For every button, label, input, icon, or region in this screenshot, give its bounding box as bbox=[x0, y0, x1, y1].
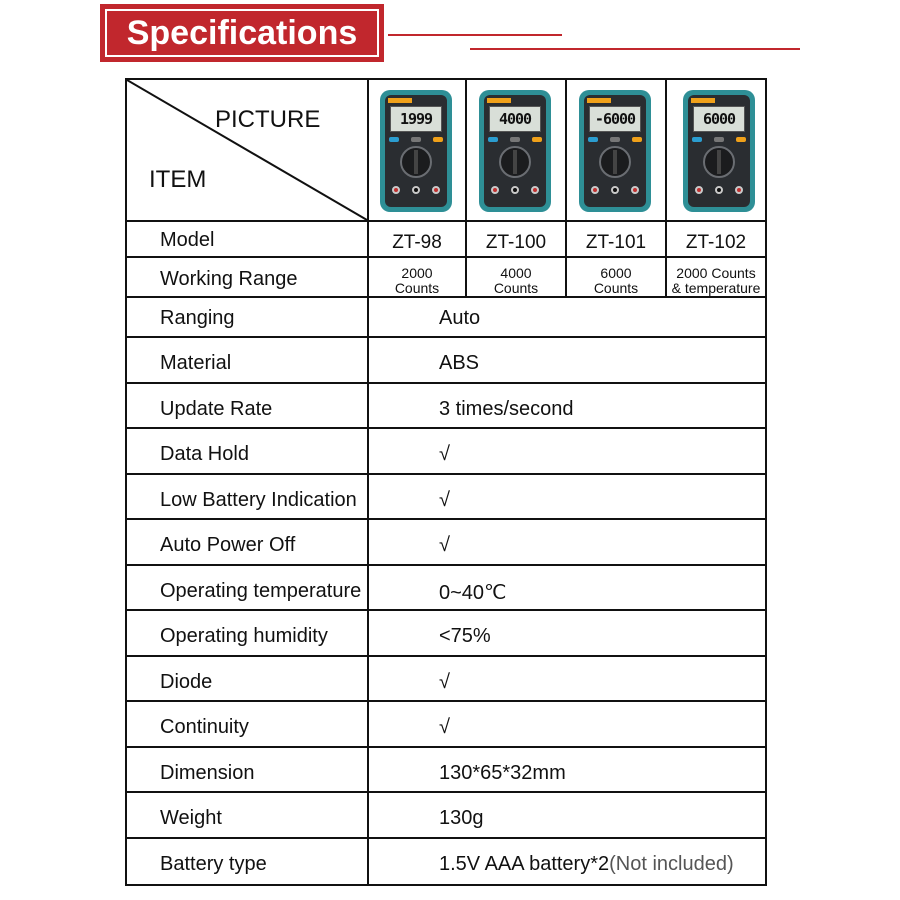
working-range-value: 4000 Counts bbox=[493, 265, 539, 296]
multimeter-image bbox=[479, 90, 551, 212]
working-range-value: 2000 Counts bbox=[394, 265, 440, 296]
row-value-low-battery: √ bbox=[439, 489, 450, 511]
row-label-operating-temperature: Operating temperature bbox=[160, 580, 362, 602]
row-value-dimension: 130*65*32mm bbox=[439, 762, 566, 784]
row-value-material: ABS bbox=[439, 352, 480, 374]
row-divider bbox=[127, 791, 765, 793]
decorative-line bbox=[388, 34, 562, 36]
row-label-data-hold: Data Hold bbox=[160, 443, 249, 465]
row-divider bbox=[127, 609, 765, 611]
multimeter-image bbox=[380, 90, 452, 212]
title-banner bbox=[100, 4, 384, 62]
row-label-material: Material bbox=[160, 352, 232, 374]
multimeter-image bbox=[579, 90, 651, 212]
lcd-display: 1999 bbox=[390, 106, 442, 132]
lcd-display: -6000 bbox=[589, 106, 641, 132]
corner-item-label: ITEM bbox=[149, 166, 207, 193]
page-title: Specifications bbox=[105, 9, 379, 57]
lcd-display: 4000 bbox=[489, 106, 541, 132]
row-label-auto-power-off: Auto Power Off bbox=[160, 534, 296, 556]
row-label-ranging: Ranging bbox=[160, 307, 235, 329]
decorative-line bbox=[470, 48, 800, 50]
row-divider bbox=[127, 564, 765, 566]
column-divider bbox=[665, 80, 667, 296]
row-value-weight: 130g bbox=[439, 807, 484, 829]
row-label-operating-humidity: Operating humidity bbox=[160, 625, 328, 647]
column-divider bbox=[465, 80, 467, 296]
row-label-continuity: Continuity bbox=[160, 716, 249, 738]
row-divider bbox=[127, 518, 765, 520]
row-divider bbox=[127, 427, 765, 429]
row-value-update-rate: 3 times/second bbox=[439, 398, 574, 420]
row-label-low-battery: Low Battery Indication bbox=[160, 489, 357, 511]
row-divider bbox=[127, 382, 765, 384]
row-divider bbox=[127, 655, 765, 657]
row-value-diode: √ bbox=[439, 671, 450, 693]
battery-note: (Not included) bbox=[609, 853, 734, 875]
row-divider bbox=[127, 473, 765, 475]
row-label-dimension: Dimension bbox=[160, 762, 255, 784]
row-label-update-rate: Update Rate bbox=[160, 398, 273, 420]
row-label-working-range: Working Range bbox=[160, 268, 298, 290]
model-value: ZT-102 bbox=[685, 232, 747, 253]
lcd-display: 6000 bbox=[693, 106, 745, 132]
row-value-ranging: Auto bbox=[439, 307, 481, 329]
row-divider bbox=[127, 837, 765, 839]
row-divider bbox=[127, 336, 765, 338]
corner-diagonal bbox=[127, 80, 369, 220]
row-divider bbox=[127, 700, 765, 702]
model-value: ZT-101 bbox=[585, 232, 647, 253]
corner-picture-label: PICTURE bbox=[215, 106, 321, 133]
row-value-battery-type: 1.5V AAA battery*2(Not included) bbox=[439, 853, 734, 875]
row-value-operating-temperature: 0~40℃ bbox=[439, 582, 507, 604]
row-divider bbox=[127, 220, 765, 222]
column-divider bbox=[565, 80, 567, 296]
row-divider bbox=[127, 746, 765, 748]
row-value-data-hold: √ bbox=[439, 443, 450, 465]
row-label-battery-type: Battery type bbox=[160, 853, 267, 875]
working-range-value: 6000 Counts bbox=[593, 265, 639, 296]
row-label-model: Model bbox=[160, 229, 215, 251]
column-divider bbox=[367, 80, 369, 886]
row-divider bbox=[127, 256, 765, 258]
specifications-table bbox=[125, 78, 767, 886]
model-value: ZT-100 bbox=[485, 232, 547, 253]
row-value-continuity: √ bbox=[439, 716, 450, 738]
row-label-weight: Weight bbox=[160, 807, 222, 829]
row-value-auto-power-off: √ bbox=[439, 534, 450, 556]
row-value-operating-humidity: <75% bbox=[439, 625, 491, 647]
model-value: ZT-98 bbox=[392, 232, 442, 253]
multimeter-image bbox=[683, 90, 755, 212]
working-range-value: 2000 Counts & temperature bbox=[671, 265, 761, 296]
row-label-diode: Diode bbox=[160, 671, 213, 693]
row-divider bbox=[127, 296, 765, 298]
